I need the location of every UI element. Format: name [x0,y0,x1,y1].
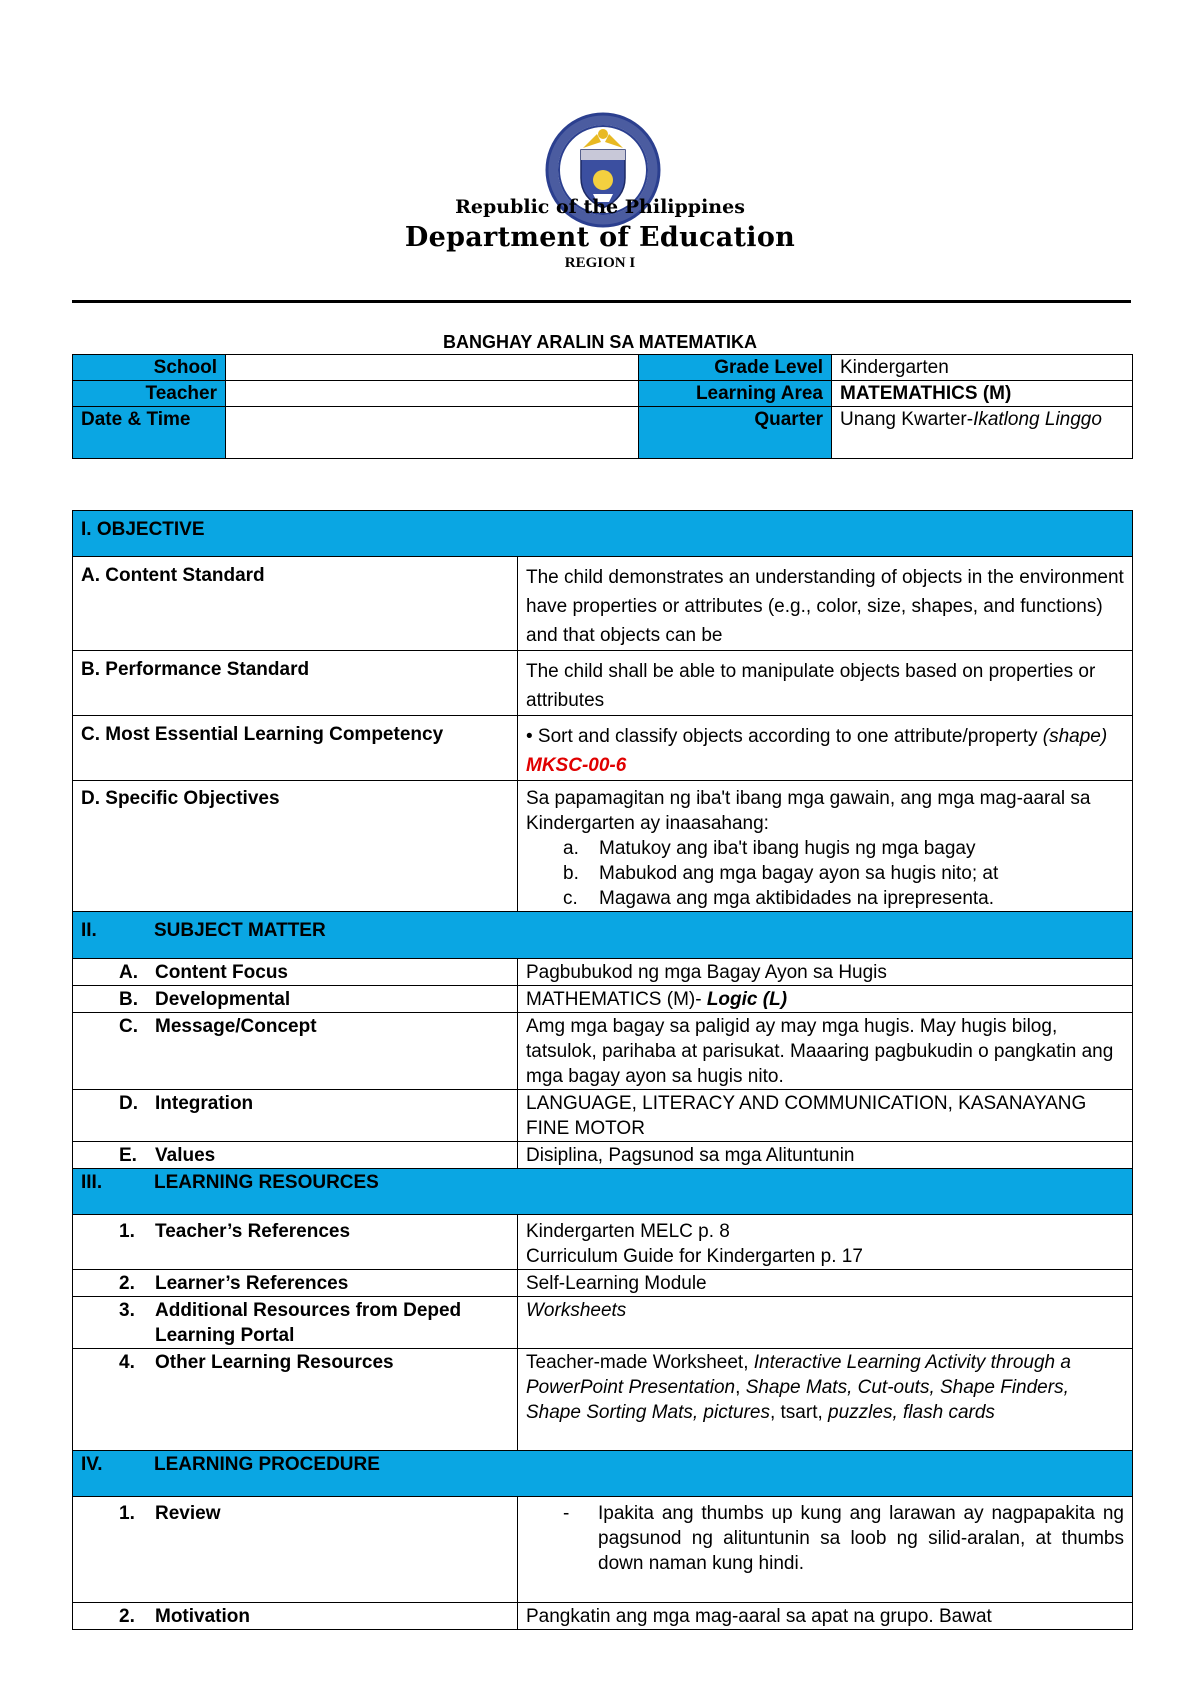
header-divider [72,300,1131,303]
competency-text: • Sort and classify objects according to one attribute/property (shape) MKSC-00-6 [518,716,1133,781]
content-focus-text: Pagbubukod ng mga Bagay Ayon sa Hugis [518,959,1133,986]
learner-references-text: Self-Learning Module [518,1270,1133,1297]
page-title: BANGHAY ARALIN SA MATEMATIKA [443,332,757,352]
competency-label: C. Most Essential Learning Competency [73,716,518,781]
lesson-plan-table [72,510,1133,1630]
date-time-field[interactable] [226,407,639,459]
region-line: REGION I [564,255,636,271]
learning-area-value: MATEMATHICS (M) [832,381,1133,407]
message-concept-label: C. Message/Concept [73,1013,518,1090]
school-label: School [73,355,226,381]
performance-standard-label: B. Performance Standard [73,651,518,716]
specific-objectives-label: D. Specific Objectives [73,781,518,912]
performance-standard-text: The child shall be able to manipulate objects based on properties or attributes [518,651,1133,716]
developmental-text: MATHEMATICS (M)- Logic (L) [518,986,1133,1013]
other-resources-label: 4. Other Learning Resources [73,1349,518,1451]
content-standard-text: The child demonstrates an understanding of objects in the environment have properties or attributes (e.g., color, size, shapes, and functions) and that objects can be [518,557,1133,651]
specific-objectives-text: Sa papamagitan ng iba't ibang mga gawain, ang mga mag-aaral sa Kindergarten ay inaasahang: a. Matukoy ang iba't ibang hugis ng mga bagay b. Mabukod ang mga bagay ayon sa hugis nito; at c. Magawa ang mga aktibidades na iprepresenta. [518,781,1133,912]
learner-references-label: 2. Learner’s References [73,1270,518,1297]
integration-text: LANGUAGE, LITERACY AND COMMUNICATION, KASANAYANG FINE MOTOR [518,1090,1133,1142]
review-label: 1. Review [73,1497,518,1603]
document-header [0,0,1200,300]
additional-resources-label: 3. Additional Resources from Deped Learning Portal [73,1297,518,1349]
values-text: Disiplina, Pagsunod sa mga Alituntunin [518,1142,1133,1169]
school-field[interactable] [226,355,639,381]
info-table [72,354,1133,459]
developmental-label: B. Developmental [73,986,518,1013]
motivation-label: 2. Motivation [73,1603,518,1630]
grade-level-label: Grade Level [639,355,832,381]
values-label: E. Values [73,1142,518,1169]
quarter-label: Quarter [639,407,832,459]
competency-code: MKSC-00-6 [526,755,627,776]
department-line: Department of Education [404,222,796,253]
teacher-references-label: 1. Teacher’s References [73,1215,518,1270]
objective-item-a: a. Matukoy ang iba't ibang hugis ng mga bagay [563,838,976,859]
teacher-field[interactable] [226,381,639,407]
content-standard-label: A. Content Standard [73,557,518,651]
republic-line: Republic of the Philippines [455,196,745,218]
section-subject-heading: II. SUBJECT MATTER [73,912,1133,959]
content-focus-label: A. Content Focus [73,959,518,986]
quarter-value: Unang Kwarter-Ikatlong Linggo [832,407,1133,459]
other-resources-text: Teacher-made Worksheet, Interactive Learning Activity through a PowerPoint Presentation, Shape Mats, Cut-outs, Shape Finders, Shape Sorting Mats, pictures, tsart, puzzles, flash cards [518,1349,1133,1451]
date-time-label: Date & Time [73,407,226,459]
objective-item-b: b. Mabukod ang mga bagay ayon sa hugis nito; at [563,863,999,884]
additional-resources-text: Worksheets [518,1297,1133,1349]
review-text: - Ipakita ang thumbs up kung ang larawan ay nagpapakita ng pagsunod ng alituntunin sa loob ng silid-aralan, at thumbs down naman kung hindi. [518,1497,1133,1603]
learning-area-label: Learning Area [639,381,832,407]
integration-label: D. Integration [73,1090,518,1142]
message-concept-text: Amg mga bagay sa paligid ay may mga hugis. May hugis bilog, tatsulok, parihaba at parisukat. Maaaring pagbukudin o pangkatin ang mga bagay ayon sa hugis nito. [518,1013,1133,1090]
section-objective-heading: I. OBJECTIVE [73,511,1133,557]
grade-level-value: Kindergarten [832,355,1133,381]
teacher-label: Teacher [73,381,226,407]
motivation-text: Pangkatin ang mga mag-aaral sa apat na grupo. Bawat [518,1603,1133,1630]
objective-item-c: c. Magawa ang mga aktibidades na iprepresenta. [563,888,995,909]
section-procedure-heading: IV. LEARNING PROCEDURE [73,1451,1133,1497]
section-resources-heading: III. LEARNING RESOURCES [73,1169,1133,1215]
teacher-references-text: Kindergarten MELC p. 8 Curriculum Guide for Kindergarten p. 17 [518,1215,1133,1270]
